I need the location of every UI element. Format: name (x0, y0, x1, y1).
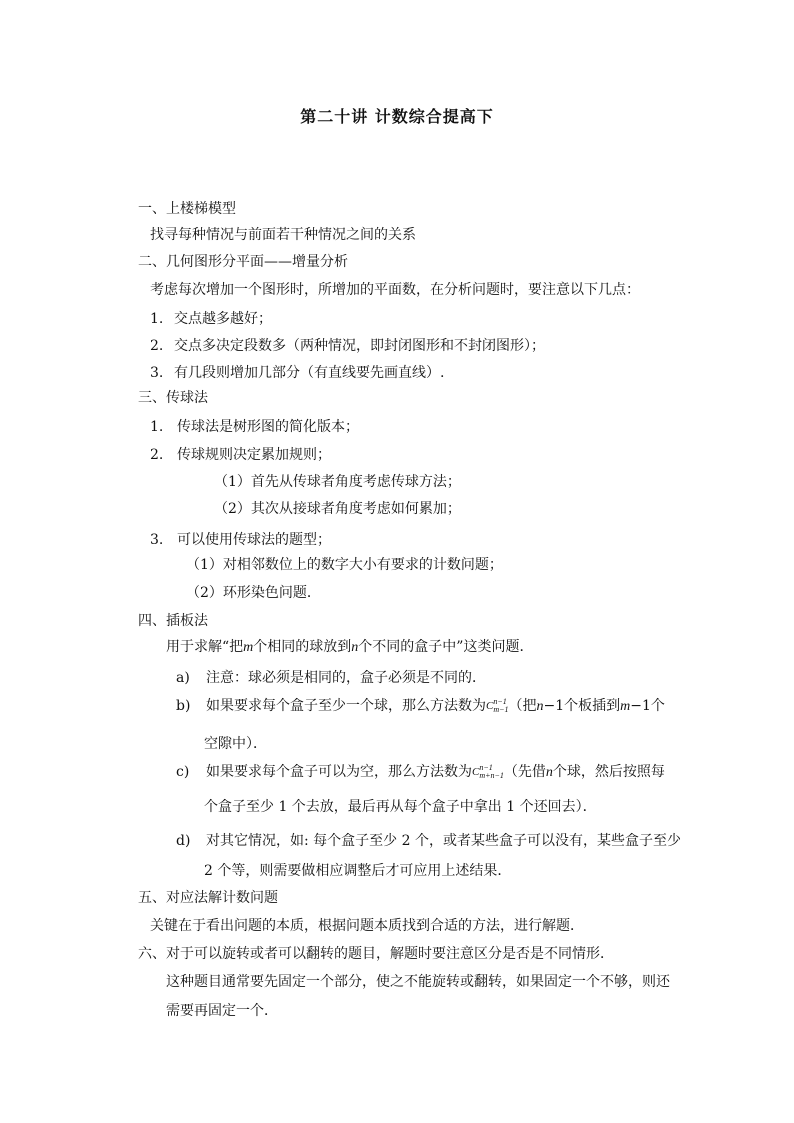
intro-text-b: 个相同的球放到 (253, 639, 352, 655)
intro-text-a: 用于求解“把 (166, 639, 244, 655)
section-2-heading: 二、几何图形分平面——增量分析 (138, 254, 348, 270)
item-number: 2. (150, 447, 164, 463)
section-5-text: 关键在于看出问题的本质，根据问题本质找到合适的方法，进行解题． (150, 918, 584, 934)
item-text: 传球法是树形图的简化版本； (177, 419, 359, 435)
section-3-item-1 (150, 418, 359, 436)
section-4-item-c-cont: 个盒子至少 1 个去放，最后再从每个盒子中拿出 1 个还回去）． (204, 799, 597, 815)
comb-sub: m+n−1 (479, 771, 504, 781)
section-2-item-1 (150, 310, 272, 328)
item-text: −1个 (630, 698, 665, 714)
item-text: 对其它情况，如: 每个盒子至少 2 个，或者某些盒子可以没有，某些盒子至少 (206, 833, 681, 849)
item-text: 如果要求每个盒子至少一个球，那么方法数为 (206, 698, 486, 714)
item-number: 2. (150, 338, 164, 354)
section-1-text: 找寻每种情况与前面若干种情况之间的关系 (150, 227, 416, 243)
item-letter: b) (176, 698, 191, 714)
comb-sup: n−1 (479, 763, 493, 773)
item-text: （先借 (503, 764, 546, 780)
item-text: −1个板插到 (543, 698, 621, 714)
comb-sup: n−1 (493, 697, 507, 707)
item-number: 1. (150, 419, 164, 435)
item-text: 注意：球必须是相同的，盒子必须是不同的． (206, 670, 486, 686)
section-4-item-c (176, 763, 665, 782)
item-text: 交点越多越好； (174, 311, 272, 327)
section-4-item-d-cont: 2 个等，则需要做相应调整后才可应用上述结果． (204, 863, 512, 879)
section-4-item-b (176, 697, 665, 716)
section-3-item-2 (150, 446, 331, 464)
section-3-sub-3-2: （2）环形染色问题． (186, 585, 321, 601)
item-text: （把 (508, 698, 537, 714)
comb-base: C (486, 700, 494, 712)
combination-formula (486, 697, 509, 715)
item-text: 可以使用传球法的题型； (177, 532, 331, 548)
comb-sub: m−1 (493, 705, 509, 715)
section-2-item-2 (150, 337, 545, 355)
section-1-heading: 一、上楼梯模型 (138, 201, 236, 217)
item-number: 1. (150, 311, 164, 327)
item-letter: d) (176, 833, 191, 849)
section-6-text-1: 这种题目通常要先固定一个部分，使之不能旋转或翻转，如果固定一个不够，则还 (166, 974, 670, 990)
page-title: 第二十讲 计数综合提高下 (300, 107, 494, 126)
section-4-intro (166, 638, 533, 657)
item-text: 传球规则决定累加规则； (177, 447, 331, 463)
section-5-heading: 五、对应法解计数问题 (138, 890, 278, 906)
section-3-sub-2-2: （2）其次从接球者角度考虑如何累加； (214, 501, 461, 517)
item-text: 如果要求每个盒子可以为空，那么方法数为 (206, 764, 472, 780)
item-letter: a) (176, 670, 190, 686)
section-4-item-b-cont: 空隙中）． (204, 736, 267, 752)
section-6-text-2: 需要再固定一个． (166, 1003, 278, 1019)
item-number: 3. (150, 365, 164, 381)
section-3-sub-2-1: （1）首先从传球者角度考虑传球方法； (214, 474, 461, 490)
section-4-item-d (176, 832, 681, 850)
var-n: n (536, 699, 544, 714)
section-4-item-a (176, 669, 486, 687)
var-m: m (620, 699, 631, 714)
section-4-heading: 四、插板法 (138, 613, 208, 629)
item-letter: c) (176, 764, 190, 780)
item-text: 有几段则增加几部分（有直线要先画直线）. (174, 365, 445, 381)
section-6-heading: 六、对于可以旋转或者可以翻转的题目，解题时要注意区分是否是不同情形． (138, 946, 614, 962)
var-n: n (351, 640, 359, 655)
intro-text-c: 个不同的盒子中”这类问题． (358, 639, 534, 655)
section-3-heading: 三、传球法 (138, 390, 208, 406)
section-2-item-3 (150, 364, 444, 382)
section-3-item-3 (150, 531, 331, 549)
section-3-sub-3-1: （1）对相邻数位上的数字大小有要求的计数问题； (186, 557, 503, 573)
var-n: n (545, 765, 553, 780)
item-text: 交点多决定段数多（两种情况，即封闭图形和不封闭图形）； (174, 338, 545, 354)
comb-base: C (472, 766, 480, 778)
item-number: 3. (150, 532, 164, 548)
var-m: m (243, 640, 254, 655)
section-2-intro: 考虑每次增加一个图形时，所增加的平面数，在分析问题时，要注意以下几点： (150, 282, 640, 298)
combination-formula (472, 763, 504, 781)
item-text: 个球，然后按照每 (552, 764, 665, 780)
